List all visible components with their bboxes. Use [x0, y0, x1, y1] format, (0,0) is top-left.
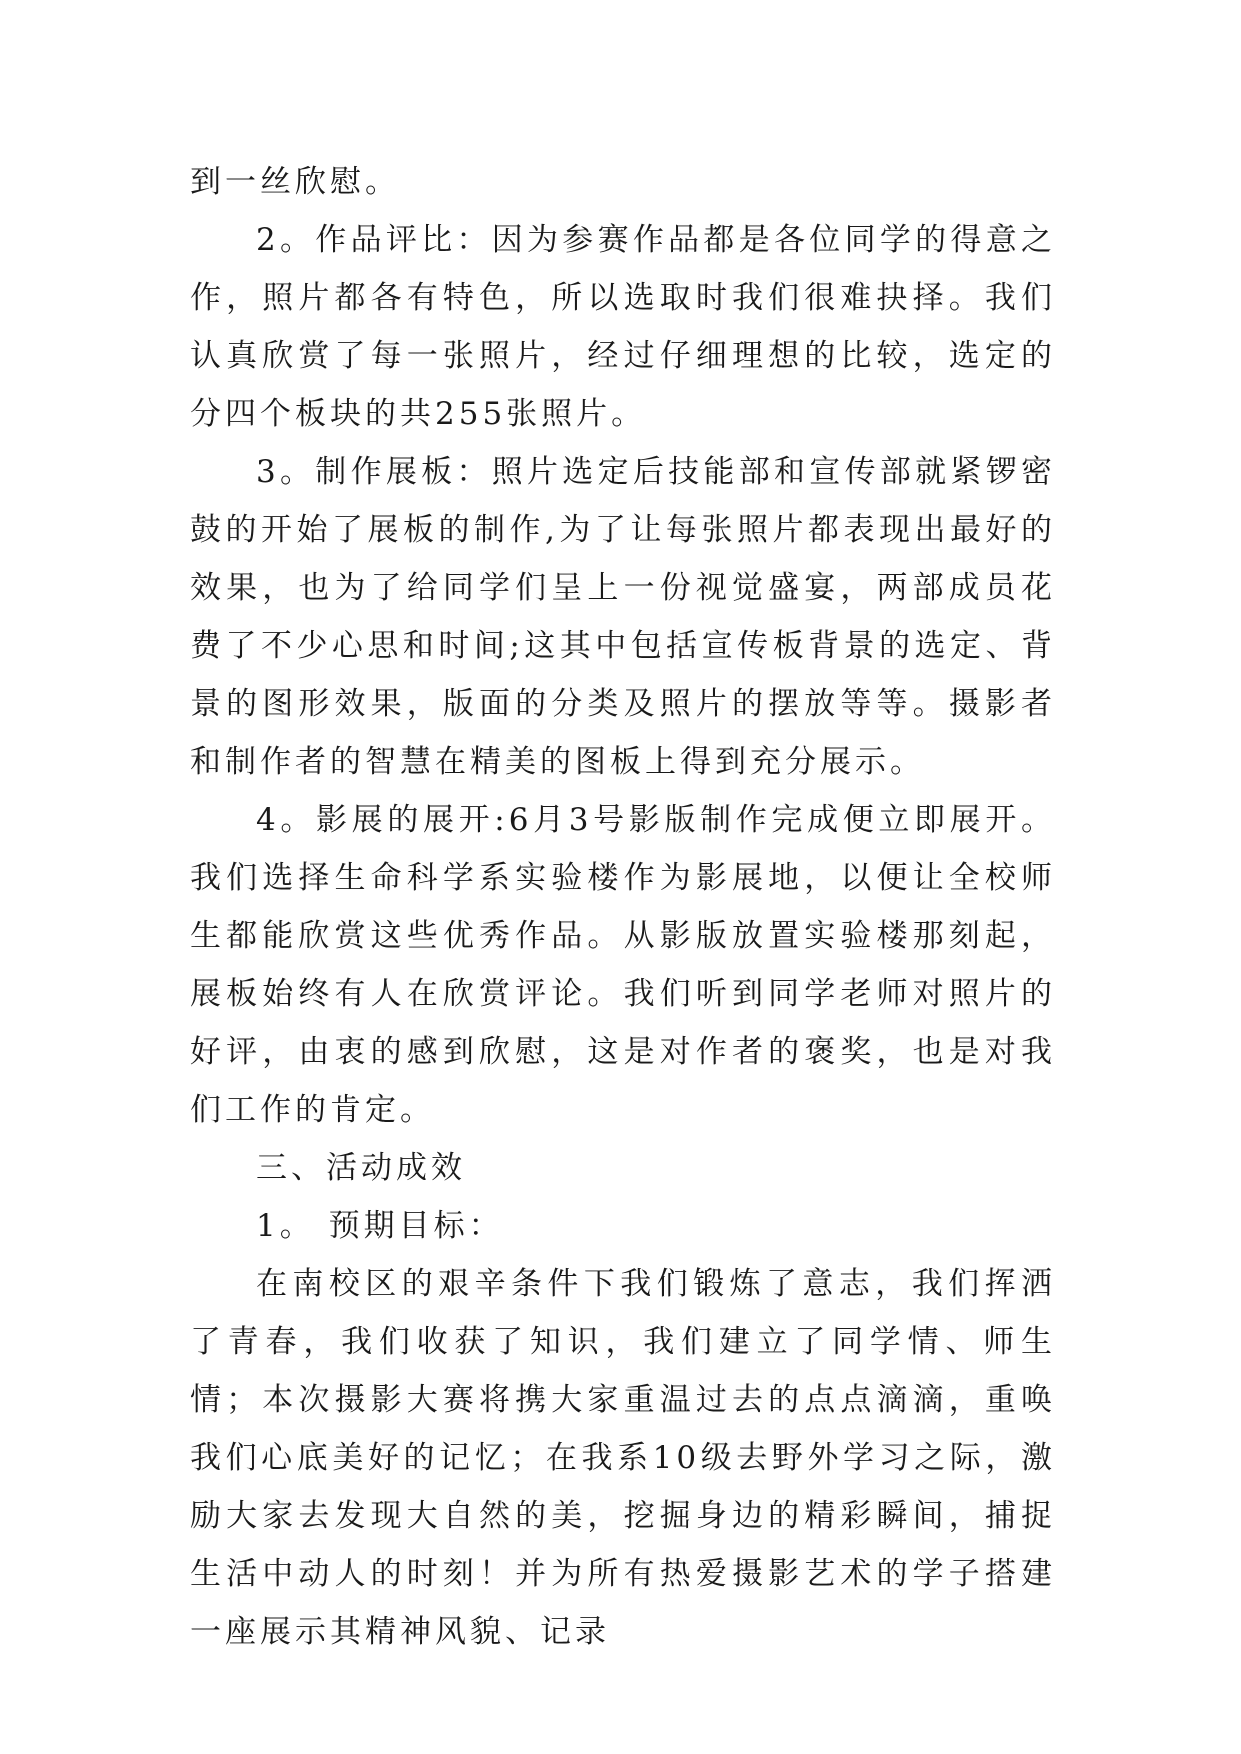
- paragraph-goals: 在南校区的艰辛条件下我们锻炼了意志，我们挥洒了青春，我们收获了知识，我们建立了同学情、师生情；本次摄影大赛将携大家重温过去的点点滴滴，重唤我们心底美好的记忆；在我系10级去野外学习之际，激励大家去发现大自然的美，挖掘身边的精彩瞬间，捕捉生活中动人的时刻！并为所有热爱摄影艺术的学子搭建一座展示其精神风貌、记录: [190, 1266, 1056, 1650]
- subsection-heading-goals: 1。 预期目标：: [256, 1208, 504, 1244]
- paragraph-board-making: 3。制作展板：照片选定后技能部和宣传部就紧锣密鼓的开始了展板的制作,为了让每张照片都表现出最好的效果，也为了给同学们呈上一份视觉盛宴，两部成员花费了不少心思和时间;这其中包括宣传板背景的选定、背景的图形效果，版面的分类及照片的摆放等等。摄影者和制作者的智慧在精美的图板上得到充分展示。: [190, 454, 1056, 780]
- paragraph-continuation: 到一丝欣慰。: [190, 164, 400, 200]
- section-heading-results: 三、活动成效: [256, 1150, 466, 1186]
- paragraph-work-evaluation: 2。作品评比：因为参赛作品都是各位同学的得意之作，照片都各有特色，所以选取时我们很难抉择。我们认真欣赏了每一张照片，经过仔细理想的比较，选定的分四个板块的共255张照片。: [190, 222, 1056, 432]
- body-text: [190, 153, 1056, 1661]
- paragraph-exhibition: 4。影展的展开:6月3号影版制作完成便立即展开。我们选择生命科学系实验楼作为影展地，以便让全校师生都能欣赏这些优秀作品。从影版放置实验楼那刻起，展板始终有人在欣赏评论。我们听到同学老师对照片的好评，由衷的感到欣慰，这是对作者的褒奖，也是对我们工作的肯定。: [190, 802, 1056, 1128]
